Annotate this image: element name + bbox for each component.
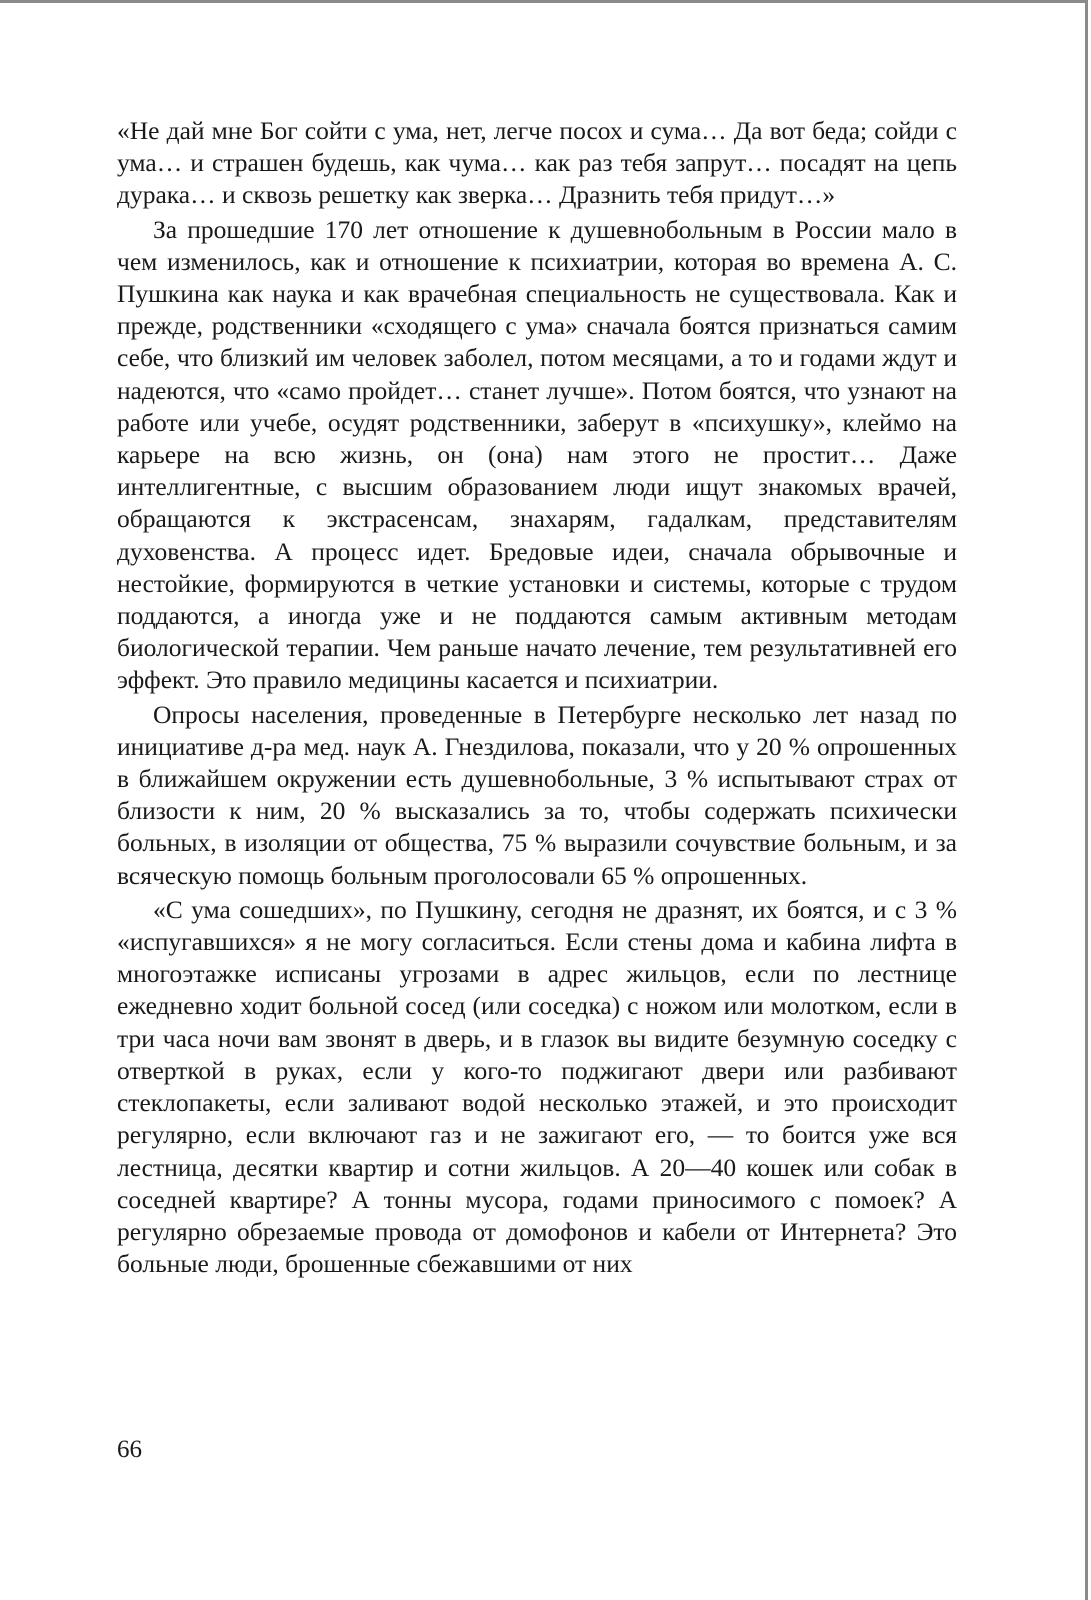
body-text [117, 115, 957, 1282]
paragraph-survey: Опросы населения, проведенные в Петербурге несколько лет назад по инициативе д-ра мед. наук А. Гнездилова, показали, что у 20 % опрошенных в ближайшем окружении есть душевнобольные, 3 % испытывают страх от близости к ним, 20 % высказались за то, чтобы содержать психически больных, в изоляции от общества, 75 % выразили сочувствие больным, и за всяческую помощь больным проголосовали 65 % опрошенных. [117, 699, 957, 890]
paragraph-quote: «Не дай мне Бог сойти с ума, нет, легче посох и сума… Да вот беда; сойди с ума… и страшен будешь, как чума… как раз тебя запрут… посадят на цепь дурака… и сквозь решетку как зверка… Дразнить тебя придут…» [117, 116, 957, 210]
page-number: 66 [117, 1436, 142, 1463]
paragraph-attitude: За прошедшие 170 лет отношение к душевнобольным в России мало в чем изменилось, как и отношение к психиатрии, которая во времена А. С. Пушкина как наука и как врачебная специальность не существовала. Как и прежде, родственники «сходящего с ума» сначала боятся признаться самим себе, что близкий им человек заболел, потом месяцами, а то и годами ждут и надеются, что «само пройдет… станет лучше». Потом боятся, что узнают на работе или учебе, осудят родственники, заберут в «психушку», клеймо на карьере на всю жизнь, он (она) нам этого не простит… Даже интеллигентные, с высшим образованием люди ищут знакомых врачей, обращаются к экстрасенсам, знахарям, гадалкам, представителям духовенства. А процесс идет. Бредовые идеи, сначала обрывочные и нестойкие, формируются в четкие установки и системы, которые с трудом поддаются, а иногда уже и не поддаются самым активным методам биологической терапии. Чем раньше начато лечение, тем результативней его эффект. Это правило медицины касается и психиатрии. [117, 214, 957, 695]
paragraph-neighbors: «С ума сошедших», по Пушкину, сегодня не дразнят, их боятся, и с 3 % «испугавшихся» я не могу согласиться. Если стены дома и кабина лифта в многоэтажке исписаны угрозами в адрес жильцов, если по лестнице ежедневно ходит больной сосед (или соседка) с ножом или молотком, если в три часа ночи вам звонят в дверь, и в глазок вы видите безумную соседку с отверткой в руках, если у кого-то поджигают двери или разбивают стеклопакеты, если заливают водой несколько этажей, и это происходит регулярно, если включают газ и не зажигают его, — то боится уже вся лестница, десятки квартир и сотни жильцов. А 20—40 кошек или собак в соседней квартире? А тонны мусора, годами приносимого с помоек? А регулярно обрезаемые провода от домофонов и кабели от Интернета? Это больные люди, брошенные сбежавшими от них [117, 894, 957, 1279]
